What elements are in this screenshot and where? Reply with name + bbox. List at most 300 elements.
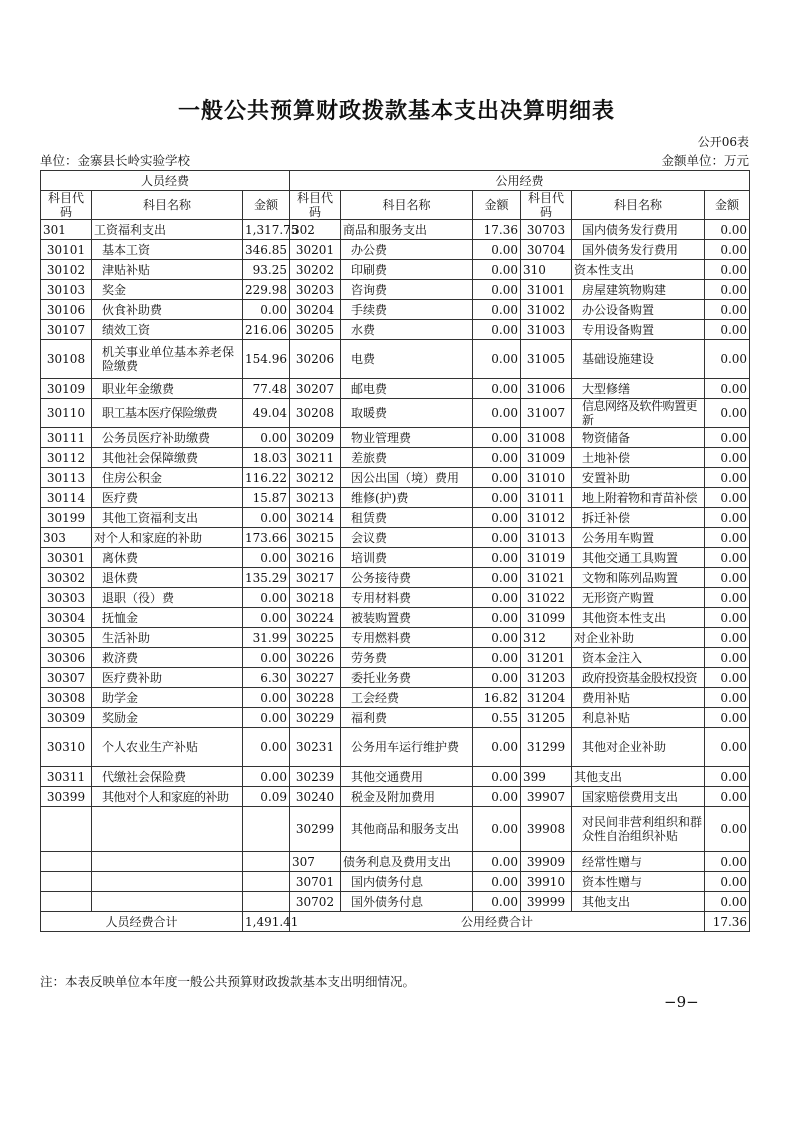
cell-amount: 0.00 bbox=[243, 588, 290, 608]
cell-amount: 0.00 bbox=[705, 628, 750, 648]
cell-code: 30108 bbox=[41, 340, 92, 379]
cell-code: 39910 bbox=[521, 872, 572, 892]
page-title: 一般公共预算财政拨款基本支出决算明细表 bbox=[177, 98, 615, 124]
cell-amount: 0.00 bbox=[705, 260, 750, 280]
cell-amount: 0.00 bbox=[243, 728, 290, 767]
cell-code: 30701 bbox=[290, 872, 341, 892]
cell-code: 30224 bbox=[290, 608, 341, 628]
cell-amount: 216.06 bbox=[243, 320, 290, 340]
cell-amount: 18.03 bbox=[243, 448, 290, 468]
cell-code: 30101 bbox=[41, 240, 92, 260]
cell-name: 退休费 bbox=[92, 568, 243, 588]
cell-code: 30112 bbox=[41, 448, 92, 468]
table-row bbox=[41, 588, 750, 608]
unit-name: 单位：金寨县长岭实验学校 bbox=[40, 153, 191, 168]
public-total-value: 17.36 bbox=[705, 912, 750, 932]
personnel-total-label: 人员经费合计 bbox=[41, 912, 243, 932]
cell-name: 经常性赠与 bbox=[572, 852, 705, 872]
cell-code: 30215 bbox=[290, 528, 341, 548]
column-header-name: 科目名称 bbox=[572, 191, 705, 220]
cell-name: 委托业务费 bbox=[341, 668, 473, 688]
cell-amount: 0.00 bbox=[705, 300, 750, 320]
cell-name: 住房公积金 bbox=[92, 468, 243, 488]
cell-amount bbox=[243, 807, 290, 852]
cell-amount: 0.00 bbox=[705, 379, 750, 399]
cell-name: 维修(护)费 bbox=[341, 488, 473, 508]
cell-amount: 0.00 bbox=[243, 767, 290, 787]
cell-code: 39907 bbox=[521, 787, 572, 807]
cell-code: 30211 bbox=[290, 448, 341, 468]
form-number: 公开06表 bbox=[697, 135, 749, 149]
cell-code: 30205 bbox=[290, 320, 341, 340]
cell-code: 30114 bbox=[41, 488, 92, 508]
cell-name: 资本金注入 bbox=[572, 648, 705, 668]
table-row bbox=[41, 468, 750, 488]
cell-name: 对个人和家庭的补助 bbox=[92, 528, 243, 548]
cell-name: 其他支出 bbox=[572, 892, 705, 912]
cell-name: 医疗费 bbox=[92, 488, 243, 508]
cell-code: 30208 bbox=[290, 399, 341, 428]
cell-code: 30306 bbox=[41, 648, 92, 668]
table-row bbox=[41, 548, 750, 568]
cell-amount: 0.00 bbox=[473, 668, 521, 688]
table-row bbox=[41, 688, 750, 708]
cell-name: 专用燃料费 bbox=[341, 628, 473, 648]
cell-code: 30228 bbox=[290, 688, 341, 708]
cell-name: 公务员医疗补助缴费 bbox=[92, 428, 243, 448]
cell-amount: 6.30 bbox=[243, 668, 290, 688]
cell-amount: 0.00 bbox=[705, 568, 750, 588]
cell-amount: 0.00 bbox=[473, 648, 521, 668]
table-row bbox=[41, 628, 750, 648]
table-row bbox=[41, 488, 750, 508]
cell-code: 30212 bbox=[290, 468, 341, 488]
cell-amount: 0.00 bbox=[473, 468, 521, 488]
cell-amount: 0.00 bbox=[473, 448, 521, 468]
cell-name: 拆迁补偿 bbox=[572, 508, 705, 528]
cell-amount: 31.99 bbox=[243, 628, 290, 648]
cell-code: 30203 bbox=[290, 280, 341, 300]
cell-amount: 0.00 bbox=[705, 508, 750, 528]
cell-amount: 0.00 bbox=[473, 240, 521, 260]
cell-amount: 0.00 bbox=[473, 340, 521, 379]
cell-amount: 0.00 bbox=[243, 708, 290, 728]
cell-code: 30113 bbox=[41, 468, 92, 488]
cell-name: 公务用车运行维护费 bbox=[341, 728, 473, 767]
cell-amount: 0.00 bbox=[473, 528, 521, 548]
cell-name: 劳务费 bbox=[341, 648, 473, 668]
cell-code: 30218 bbox=[290, 588, 341, 608]
table-row bbox=[41, 892, 750, 912]
cell-amount: 0.00 bbox=[705, 280, 750, 300]
cell-amount: 0.00 bbox=[243, 508, 290, 528]
column-header-amount: 金额 bbox=[705, 191, 750, 220]
cell-code: 30301 bbox=[41, 548, 92, 568]
cell-code: 30107 bbox=[41, 320, 92, 340]
cell-name: 个人农业生产补贴 bbox=[92, 728, 243, 767]
table-row bbox=[41, 787, 750, 807]
cell-name: 退职（役）费 bbox=[92, 588, 243, 608]
cell-code: 30213 bbox=[290, 488, 341, 508]
cell-code: 31009 bbox=[521, 448, 572, 468]
cell-amount: 0.00 bbox=[705, 528, 750, 548]
cell-name: 生活补助 bbox=[92, 628, 243, 648]
cell-amount: 135.29 bbox=[243, 568, 290, 588]
cell-name: 房屋建筑物购建 bbox=[572, 280, 705, 300]
cell-code: 30225 bbox=[290, 628, 341, 648]
cell-amount: 0.00 bbox=[705, 399, 750, 428]
cell-amount: 0.00 bbox=[705, 320, 750, 340]
section-header-public: 公用经费 bbox=[290, 171, 750, 191]
cell-code bbox=[41, 872, 92, 892]
cell-name: 国外债务付息 bbox=[341, 892, 473, 912]
cell-code: 31010 bbox=[521, 468, 572, 488]
cell-code: 31201 bbox=[521, 648, 572, 668]
cell-amount: 77.48 bbox=[243, 379, 290, 399]
cell-name: 工资福利支出 bbox=[92, 220, 243, 240]
cell-amount: 16.82 bbox=[473, 688, 521, 708]
cell-amount: 0.00 bbox=[473, 588, 521, 608]
cell-amount: 0.00 bbox=[705, 608, 750, 628]
cell-amount: 346.85 bbox=[243, 240, 290, 260]
table-row bbox=[41, 448, 750, 468]
cell-amount: 0.00 bbox=[705, 892, 750, 912]
cell-amount: 0.00 bbox=[473, 260, 521, 280]
cell-code: 30102 bbox=[41, 260, 92, 280]
cell-code: 30110 bbox=[41, 399, 92, 428]
cell-name: 工会经费 bbox=[341, 688, 473, 708]
column-header-code: 科目代码 bbox=[521, 191, 572, 220]
cell-amount: 15.87 bbox=[243, 488, 290, 508]
cell-code: 31001 bbox=[521, 280, 572, 300]
cell-name: 文物和陈列品购置 bbox=[572, 568, 705, 588]
cell-amount: 0.00 bbox=[705, 448, 750, 468]
cell-code: 31022 bbox=[521, 588, 572, 608]
cell-code: 31099 bbox=[521, 608, 572, 628]
cell-code: 31021 bbox=[521, 568, 572, 588]
cell-code: 30109 bbox=[41, 379, 92, 399]
column-header-code: 科目代码 bbox=[41, 191, 92, 220]
cell-code: 30199 bbox=[41, 508, 92, 528]
cell-code: 30229 bbox=[290, 708, 341, 728]
cell-name: 物资储备 bbox=[572, 428, 705, 448]
cell-amount: 93.25 bbox=[243, 260, 290, 280]
cell-amount: 0.00 bbox=[473, 628, 521, 648]
cell-code: 303 bbox=[41, 528, 92, 548]
table-row bbox=[41, 872, 750, 892]
cell-amount: 0.00 bbox=[705, 852, 750, 872]
cell-code: 30702 bbox=[290, 892, 341, 912]
cell-name: 其他工资福利支出 bbox=[92, 508, 243, 528]
cell-code: 310 bbox=[521, 260, 572, 280]
cell-name: 资本性支出 bbox=[572, 260, 705, 280]
cell-name: 奖励金 bbox=[92, 708, 243, 728]
cell-name: 物业管理费 bbox=[341, 428, 473, 448]
cell-name: 离休费 bbox=[92, 548, 243, 568]
cell-name: 国家赔偿费用支出 bbox=[572, 787, 705, 807]
cell-amount: 0.00 bbox=[243, 688, 290, 708]
cell-code: 30111 bbox=[41, 428, 92, 448]
cell-amount: 0.00 bbox=[705, 648, 750, 668]
cell-code: 31205 bbox=[521, 708, 572, 728]
table-row bbox=[41, 807, 750, 852]
cell-amount: 0.00 bbox=[473, 399, 521, 428]
table-row bbox=[41, 668, 750, 688]
cell-code: 30304 bbox=[41, 608, 92, 628]
table-row bbox=[41, 568, 750, 588]
cell-amount: 0.00 bbox=[473, 807, 521, 852]
cell-amount: 0.00 bbox=[473, 428, 521, 448]
cell-name: 职业年金缴费 bbox=[92, 379, 243, 399]
cell-amount: 0.00 bbox=[705, 807, 750, 852]
cell-code: 30704 bbox=[521, 240, 572, 260]
cell-name: 信息网络及软件购置更新 bbox=[572, 399, 705, 428]
cell-name: 伙食补助费 bbox=[92, 300, 243, 320]
cell-name: 水费 bbox=[341, 320, 473, 340]
cell-name: 公务用车购置 bbox=[572, 528, 705, 548]
cell-code bbox=[41, 852, 92, 872]
cell-name: 办公设备购置 bbox=[572, 300, 705, 320]
cell-code: 30227 bbox=[290, 668, 341, 688]
column-header-amount: 金额 bbox=[473, 191, 521, 220]
cell-code: 30231 bbox=[290, 728, 341, 767]
cell-code: 31002 bbox=[521, 300, 572, 320]
cell-code: 30239 bbox=[290, 767, 341, 787]
cell-name: 其他对企业补助 bbox=[572, 728, 705, 767]
cell-name: 培训费 bbox=[341, 548, 473, 568]
cell-code: 31204 bbox=[521, 688, 572, 708]
cell-amount: 0.00 bbox=[473, 767, 521, 787]
cell-code: 30399 bbox=[41, 787, 92, 807]
table-row bbox=[41, 340, 750, 379]
cell-name: 国外债务发行费用 bbox=[572, 240, 705, 260]
cell-amount: 0.00 bbox=[705, 688, 750, 708]
cell-code: 31299 bbox=[521, 728, 572, 767]
cell-name: 安置补助 bbox=[572, 468, 705, 488]
cell-code: 30103 bbox=[41, 280, 92, 300]
cell-amount: 0.00 bbox=[243, 608, 290, 628]
cell-code: 301 bbox=[41, 220, 92, 240]
cell-name: 咨询费 bbox=[341, 280, 473, 300]
cell-code: 30204 bbox=[290, 300, 341, 320]
cell-amount: 0.09 bbox=[243, 787, 290, 807]
cell-name: 对民间非营利组织和群众性自治组织补贴 bbox=[572, 807, 705, 852]
table-row bbox=[41, 300, 750, 320]
cell-amount: 0.00 bbox=[705, 428, 750, 448]
cell-code bbox=[41, 807, 92, 852]
cell-amount: 0.00 bbox=[705, 728, 750, 767]
cell-name bbox=[92, 872, 243, 892]
cell-name: 政府投资基金股权投资 bbox=[572, 668, 705, 688]
cell-name bbox=[92, 892, 243, 912]
table-row bbox=[41, 379, 750, 399]
cell-code: 30207 bbox=[290, 379, 341, 399]
cell-code: 31019 bbox=[521, 548, 572, 568]
cell-name: 差旅费 bbox=[341, 448, 473, 468]
table-row bbox=[41, 220, 750, 240]
public-total-label: 公用经费合计 bbox=[290, 912, 705, 932]
cell-code: 30311 bbox=[41, 767, 92, 787]
table-row bbox=[41, 399, 750, 428]
cell-name: 债务利息及费用支出 bbox=[341, 852, 473, 872]
cell-name: 手续费 bbox=[341, 300, 473, 320]
cell-name: 取暖费 bbox=[341, 399, 473, 428]
cell-code: 30226 bbox=[290, 648, 341, 668]
footnote: 注：本表反映单位本年度一般公共预算财政拨款基本支出明细情况。 bbox=[40, 974, 416, 989]
cell-name: 大型修缮 bbox=[572, 379, 705, 399]
cell-amount: 17.36 bbox=[473, 220, 521, 240]
cell-code: 31007 bbox=[521, 399, 572, 428]
table-row bbox=[41, 648, 750, 668]
cell-name: 其他交通工具购置 bbox=[572, 548, 705, 568]
table-row bbox=[41, 508, 750, 528]
cell-name bbox=[92, 852, 243, 872]
cell-code: 31203 bbox=[521, 668, 572, 688]
cell-amount: 0.00 bbox=[473, 728, 521, 767]
cell-name: 印刷费 bbox=[341, 260, 473, 280]
cell-code: 31012 bbox=[521, 508, 572, 528]
table-row bbox=[41, 280, 750, 300]
cell-name: 机关事业单位基本养老保险缴费 bbox=[92, 340, 243, 379]
cell-name: 被装购置费 bbox=[341, 608, 473, 628]
cell-name: 其他资本性支出 bbox=[572, 608, 705, 628]
cell-amount: 116.22 bbox=[243, 468, 290, 488]
cell-name: 商品和服务支出 bbox=[341, 220, 473, 240]
cell-amount: 1,317.75 bbox=[243, 220, 290, 240]
cell-code: 307 bbox=[290, 852, 341, 872]
cell-amount: 0.00 bbox=[705, 220, 750, 240]
cell-code: 39909 bbox=[521, 852, 572, 872]
cell-name: 抚恤金 bbox=[92, 608, 243, 628]
cell-amount: 0.00 bbox=[243, 300, 290, 320]
cell-name: 基础设施建设 bbox=[572, 340, 705, 379]
cell-name: 国内债务付息 bbox=[341, 872, 473, 892]
cell-code: 31005 bbox=[521, 340, 572, 379]
cell-name: 无形资产购置 bbox=[572, 588, 705, 608]
cell-code: 30309 bbox=[41, 708, 92, 728]
cell-name: 电费 bbox=[341, 340, 473, 379]
cell-amount: 0.00 bbox=[473, 892, 521, 912]
cell-code: 399 bbox=[521, 767, 572, 787]
cell-code: 30299 bbox=[290, 807, 341, 852]
expenditure-table bbox=[40, 170, 750, 932]
cell-name: 办公费 bbox=[341, 240, 473, 260]
personnel-total-value: 1,491.41 bbox=[243, 912, 290, 932]
cell-code: 30240 bbox=[290, 787, 341, 807]
cell-code: 30206 bbox=[290, 340, 341, 379]
cell-amount: 0.00 bbox=[243, 548, 290, 568]
cell-amount: 173.66 bbox=[243, 528, 290, 548]
cell-amount: 0.00 bbox=[473, 320, 521, 340]
cell-amount: 0.00 bbox=[473, 608, 521, 628]
cell-amount: 229.98 bbox=[243, 280, 290, 300]
cell-amount: 0.00 bbox=[705, 787, 750, 807]
cell-amount: 0.00 bbox=[473, 787, 521, 807]
cell-name: 其他交通费用 bbox=[341, 767, 473, 787]
cell-name: 其他对个人和家庭的补助 bbox=[92, 787, 243, 807]
cell-amount: 0.00 bbox=[473, 568, 521, 588]
table-row bbox=[41, 608, 750, 628]
cell-code bbox=[41, 892, 92, 912]
cell-amount: 0.00 bbox=[243, 648, 290, 668]
cell-code: 30217 bbox=[290, 568, 341, 588]
money-unit: 金额单位：万元 bbox=[661, 153, 749, 168]
table-row bbox=[41, 708, 750, 728]
column-header-name: 科目名称 bbox=[341, 191, 473, 220]
table-row bbox=[41, 240, 750, 260]
cell-code: 30201 bbox=[290, 240, 341, 260]
cell-amount: 0.00 bbox=[705, 668, 750, 688]
cell-code: 30307 bbox=[41, 668, 92, 688]
cell-name: 奖金 bbox=[92, 280, 243, 300]
cell-name: 国内债务发行费用 bbox=[572, 220, 705, 240]
cell-amount: 0.00 bbox=[705, 708, 750, 728]
cell-name: 对企业补助 bbox=[572, 628, 705, 648]
page-number: −9− bbox=[664, 993, 699, 1011]
cell-code: 30214 bbox=[290, 508, 341, 528]
cell-amount bbox=[243, 872, 290, 892]
cell-name bbox=[92, 807, 243, 852]
cell-code: 31013 bbox=[521, 528, 572, 548]
table-row bbox=[41, 767, 750, 787]
cell-name: 职工基本医疗保险缴费 bbox=[92, 399, 243, 428]
cell-amount: 0.00 bbox=[705, 872, 750, 892]
cell-name: 利息补贴 bbox=[572, 708, 705, 728]
cell-amount: 0.00 bbox=[705, 488, 750, 508]
cell-code: 30310 bbox=[41, 728, 92, 767]
cell-amount: 0.00 bbox=[705, 548, 750, 568]
table-row bbox=[41, 428, 750, 448]
cell-amount: 0.00 bbox=[473, 300, 521, 320]
cell-name: 基本工资 bbox=[92, 240, 243, 260]
cell-amount: 0.00 bbox=[705, 340, 750, 379]
section-header-personnel: 人员经费 bbox=[41, 171, 290, 191]
cell-name: 会议费 bbox=[341, 528, 473, 548]
table-row bbox=[41, 320, 750, 340]
cell-name: 资本性赠与 bbox=[572, 872, 705, 892]
cell-amount: 0.00 bbox=[473, 852, 521, 872]
cell-code: 312 bbox=[521, 628, 572, 648]
cell-name: 专用材料费 bbox=[341, 588, 473, 608]
cell-amount: 0.00 bbox=[473, 280, 521, 300]
cell-name: 其他社会保障缴费 bbox=[92, 448, 243, 468]
cell-name: 津贴补贴 bbox=[92, 260, 243, 280]
cell-name: 医疗费补助 bbox=[92, 668, 243, 688]
cell-amount bbox=[243, 892, 290, 912]
column-header-code: 科目代码 bbox=[290, 191, 341, 220]
cell-amount: 0.00 bbox=[243, 428, 290, 448]
cell-name: 租赁费 bbox=[341, 508, 473, 528]
cell-code: 31008 bbox=[521, 428, 572, 448]
column-header-name: 科目名称 bbox=[92, 191, 243, 220]
cell-code: 39999 bbox=[521, 892, 572, 912]
cell-code: 30106 bbox=[41, 300, 92, 320]
cell-amount: 0.00 bbox=[473, 488, 521, 508]
table-row bbox=[41, 528, 750, 548]
table-row bbox=[41, 728, 750, 767]
cell-name: 绩效工资 bbox=[92, 320, 243, 340]
cell-amount bbox=[243, 852, 290, 872]
cell-code: 30209 bbox=[290, 428, 341, 448]
cell-amount: 0.00 bbox=[473, 379, 521, 399]
cell-code: 31006 bbox=[521, 379, 572, 399]
cell-name: 救济费 bbox=[92, 648, 243, 668]
cell-name: 专用设备购置 bbox=[572, 320, 705, 340]
cell-code: 30216 bbox=[290, 548, 341, 568]
cell-code: 30302 bbox=[41, 568, 92, 588]
cell-name: 税金及附加费用 bbox=[341, 787, 473, 807]
cell-amount: 0.00 bbox=[705, 240, 750, 260]
